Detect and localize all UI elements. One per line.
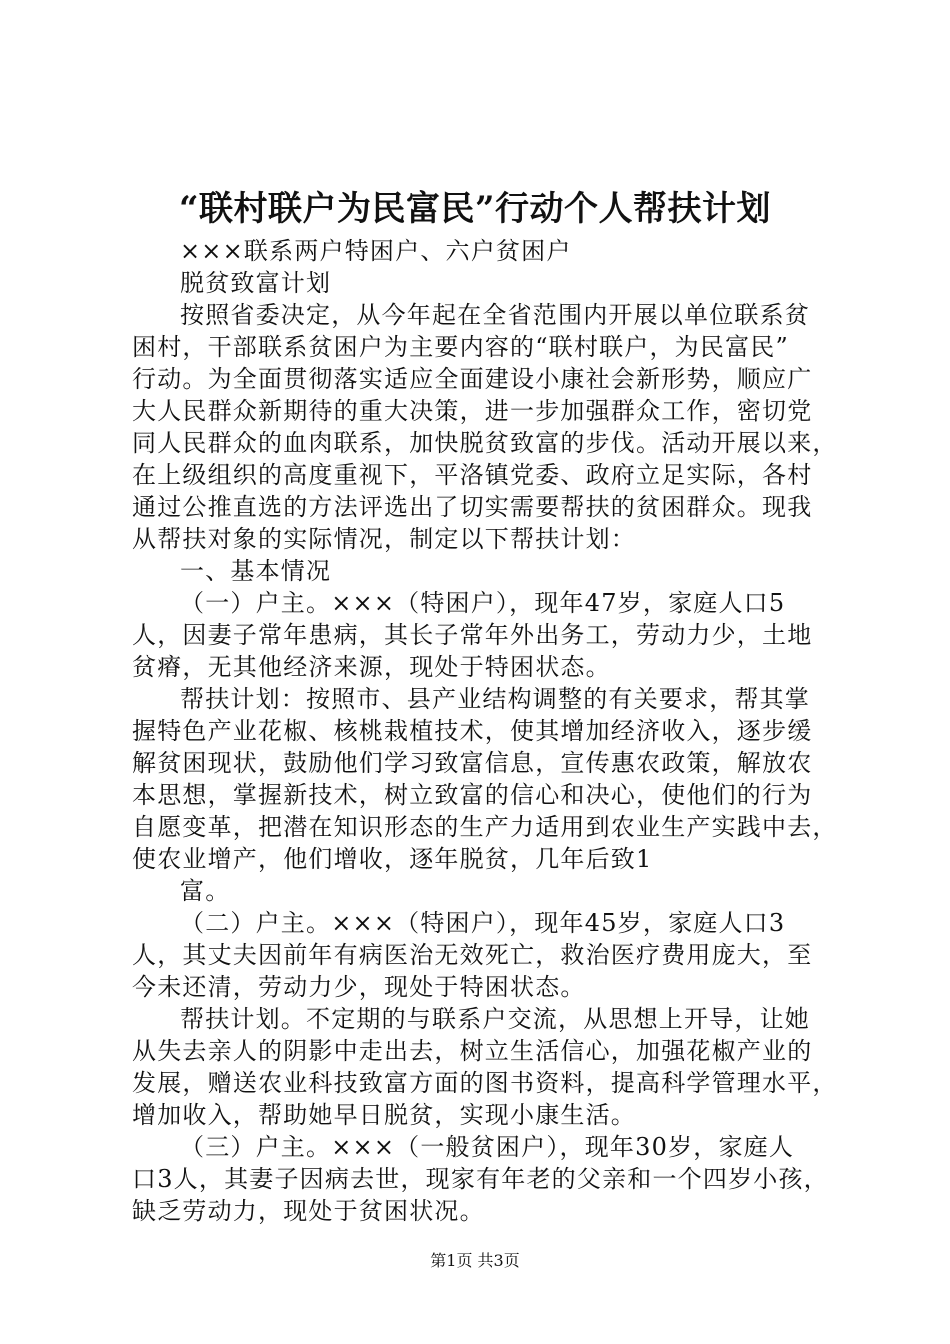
text-line: ×××联系两户特困户、六户贫困户 [180, 237, 572, 265]
text-line: 发展，赠送农业科技致富方面的图书资料，提高科学管理水平， [132, 1069, 838, 1097]
text-line: 通过公推直选的方法评选出了切实需要帮扶的贫困群众。现我 [132, 493, 813, 521]
text-line: 大人民群众新期待的重大决策，进一步加强群众工作，密切党 [132, 397, 813, 425]
text-line: 按照省委决定，从今年起在全省范围内开展以单位联系贫 [180, 301, 810, 329]
section-heading: 一、基本情况 [180, 557, 332, 585]
text-line: 本思想，掌握新技术，树立致富的信心和决心，使他们的行为 [132, 781, 813, 809]
text-line: 同人民群众的血肉联系，加快脱贫致富的步伐。活动开展以来， [132, 429, 838, 457]
document-title: “联村联户为民富民”行动个人帮扶计划 [178, 189, 772, 229]
text-line: （一）户主。×××（特困户），现年47岁，家庭人口5 [180, 589, 786, 617]
text-line: 困村，干部联系贫困户为主要内容的“联村联户，为民富民” [132, 333, 789, 361]
text-line: 人，因妻子常年患病，其长子常年外出务工，劳动力少，土地 [132, 621, 813, 649]
text-line: 行动。为全面贯彻落实适应全面建设小康社会新形势，顺应广 [132, 365, 813, 393]
text-line: 在上级组织的高度重视下，平洛镇党委、政府立足实际，各村 [132, 461, 813, 489]
text-line: 贫瘠，无其他经济来源，现处于特困状态。 [132, 653, 611, 681]
text-line: 缺乏劳动力，现处于贫困状况。 [132, 1197, 485, 1225]
text-line: 解贫困现状，鼓励他们学习致富信息，宣传惠农政策，解放农 [132, 749, 813, 777]
text-line: 增加收入，帮助她早日脱贫，实现小康生活。 [132, 1101, 636, 1129]
text-line: 从帮扶对象的实际情况，制定以下帮扶计划： [132, 525, 636, 553]
text-line: （三）户主。×××（一般贫困户），现年30岁，家庭人 [180, 1133, 795, 1161]
text-line: 人，其丈夫因前年有病医治无效死亡，救治医疗费用庞大，至 [132, 941, 813, 969]
text-line: 握特色产业花椒、核桃栽植技术，使其增加经济收入，逐步缓 [132, 717, 813, 745]
text-line: 自愿变革，把潜在知识形态的生产力适用到农业生产实践中去， [132, 813, 838, 841]
text-line: 使农业增产，他们增收，逐年脱贫，几年后致1 [132, 845, 653, 873]
text-line: 富。 [180, 877, 231, 905]
text-line: 口3人，其妻子因病去世，现家有年老的父亲和一个四岁小孩， [132, 1165, 829, 1193]
text-line: 从失去亲人的阴影中走出去，树立生活信心，加强花椒产业的 [132, 1037, 813, 1065]
text-line: 脱贫致富计划 [180, 269, 332, 297]
text-line: 帮扶计划：按照市、县产业结构调整的有关要求，帮其掌 [180, 685, 810, 713]
text-line: 今未还清，劳动力少，现处于特困状态。 [132, 973, 586, 1001]
text-line: （二）户主。×××（特困户），现年45岁，家庭人口3 [180, 909, 786, 937]
page-footer: 第1页 共3页 [430, 1251, 520, 1270]
text-line: 帮扶计划。不定期的与联系户交流，从思想上开导，让她 [180, 1005, 810, 1033]
